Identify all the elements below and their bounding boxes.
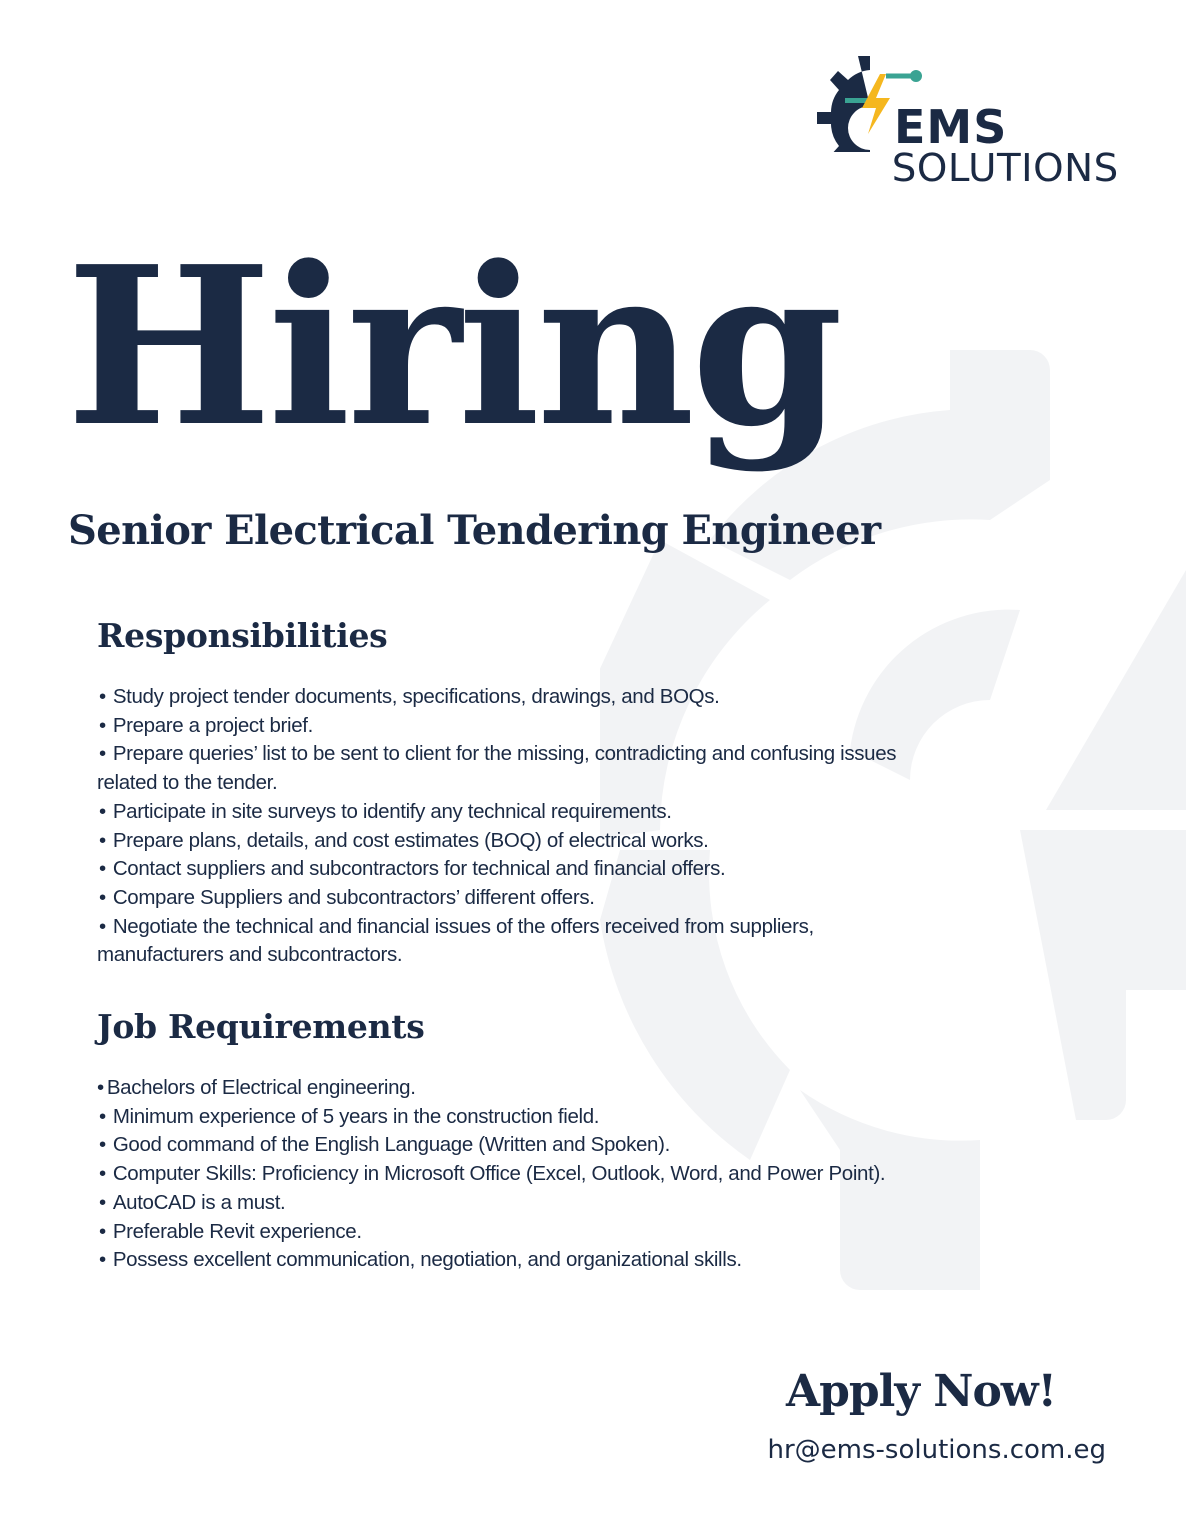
list-item: • Good command of the English Language (Written and Spoken). [99, 1133, 670, 1157]
requirements-list [97, 1074, 977, 1275]
list-item: • Minimum experience of 5 years in the construction field. [99, 1104, 600, 1128]
responsibilities-title: Responsibilities [97, 616, 388, 655]
list-item: • Prepare plans, details, and cost estimates (BOQ) of electrical works. [99, 828, 709, 852]
list-item: • Possess excellent communication, negotiation, and organizational skills. [99, 1248, 742, 1272]
ems-logo [812, 52, 1142, 192]
list-item: • Prepare a project brief. [99, 713, 313, 737]
list-item: • Bachelors of Electrical engineering. [97, 1076, 416, 1099]
apply-email-link[interactable]: hr@ems-solutions.com.eg [767, 1435, 1106, 1465]
logo-wordmark-ems: EMS [894, 100, 1008, 154]
headline: Hiring [66, 219, 840, 475]
logo-wordmark-solutions: SOLUTIONS [891, 146, 1119, 190]
list-item: • Study project tender documents, specifications, drawings, and BOQs. [99, 685, 720, 708]
list-item: • AutoCAD is a must. [99, 1190, 286, 1214]
list-item: • Negotiate the technical and financial issues of the offers received from suppliers, manufacturers and subcontractors. [97, 914, 814, 967]
list-item: • Prepare queries’ list to be sent to client for the missing, contradicting and confusing issues related to the tender. [97, 742, 897, 795]
responsibilities-list [97, 683, 937, 970]
job-title: Senior Electrical Tendering Engineer [68, 507, 881, 554]
list-item: • Preferable Revit experience. [99, 1219, 362, 1243]
list-item: • Contact suppliers and subcontractors for technical and financial offers. [99, 857, 726, 881]
apply-now-heading: Apply Now! [785, 1366, 1056, 1417]
list-item: • Computer Skills: Proficiency in Microsoft Office (Excel, Outlook, Word, and Power Point). [99, 1162, 886, 1186]
list-item: • Participate in site surveys to identify any technical requirements. [99, 799, 672, 823]
requirements-title: Job Requirements [97, 1007, 425, 1046]
list-item: • Compare Suppliers and subcontractors’ different offers. [99, 885, 595, 909]
